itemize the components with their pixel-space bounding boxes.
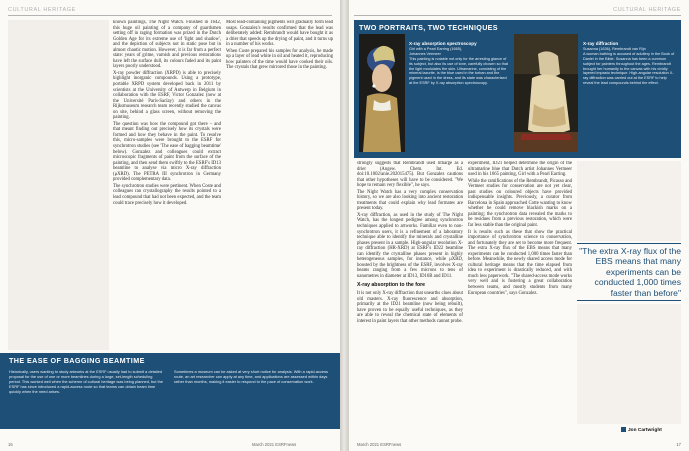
susanna-painting (514, 34, 578, 152)
paragraph: experiment, ID21 helped determine the origin of the ultramarine blue that Dutch artist Johannes Vermeer used in his 1665 painting, Girl with a Pearl Earring. (468, 161, 572, 178)
page-number: 17 (676, 442, 681, 447)
left-column-1 (113, 20, 221, 350)
caption-rembrandt (583, 42, 677, 86)
paragraph: The synchrotron studies were pertinent. When Coste and colleagues ran crystallography the results pointed to a lead compound that had not been expected, and the team could trace precisely how it developed. (113, 183, 221, 206)
caption-heading: X-ray diffraction (583, 41, 619, 46)
paragraph: The Night Watch has a very complex conservation history, so we are also looking into ancient restoration treatments that could explain why lead formates are present today. (357, 189, 463, 212)
right-column-3-top (577, 161, 681, 241)
section-label: CULTURAL HERITAGE (8, 7, 76, 13)
right-page (349, 0, 689, 451)
girl-with-pearl-earring-painting (359, 34, 405, 152)
box-title: THE EASE OF BAGGING BEAMTIME (9, 356, 145, 365)
paragraph: X-ray powder diffraction (XRPD) is able to precisely highlight inorganic compounds. Using a prototype, portable XRPD system developed back in 2011 by scientists at the University of Antwerp in Belgium in collaboration with the ESRF, Victor Gonzalez (now at the Université Paris-Saclay) and others in the Rijksmuseum research team recently studied the canvas on site, behind a glass screen, without removing the painting. (113, 70, 221, 121)
paragraph: The question was how the compound got there – and that meant finding out precisely how its crystals were formed and how they behave in the paint. To resolve this, micro-samples were brought to the ESRF for synchrotron studies (see 'The ease of bagging beamtime' below). Gonzalez and colleagues could extract microscopic fragments of paint from the surface of the painting, and then send them swiftly to the ESRF's ID13 beamline to analyse via micro X-ray diffraction (μXRD). The PETRA III synchrotron in Germany provided complementary data. (113, 121, 221, 183)
paragraph: It is results such as these that show the practical importance of synchrotron science to conservation, and fortunately they are set to become more frequent. The extra X-ray flux of the EBS means that many experiments can be conducted 1,000 times faster than before. Meanwhile, the newly shared access mode for cultural heritage means that the time elapsed from idea to experiment is drastically reduced, and with much less paperwork. "The shared-access mode works very well and is fostering a great collaboration between teams, and mostly students from many European countries", says Gonzalez. (468, 229, 572, 296)
left-page (0, 0, 340, 451)
right-column-3-bottom (577, 304, 681, 424)
caption-heading: X-ray absorption spectroscopy (409, 41, 477, 46)
paragraph: strongly suggests that Rembrandt used litharge as a drier (Angew. Chem. Int. Ed. doi:10.1002/anie.202015475). But Gonzalez cautions that other hypotheses will have to be considered. "We hope to remain very flexible", he says. (357, 161, 463, 189)
footer-text: March 2021 ESRFnews (357, 442, 402, 447)
box-column: Historically, users wanting to study artworks at the ESRF usually had to submit a detailed proposal for the use of one or more beamlines during a large, set-length scheduling period. This worked well when the scheme of cultural heritage was being planned, but the ESRF has since introduced a rapid-access route so that teams can obtain beam time quickly when the need arises. (9, 369, 163, 395)
caption-vermeer (409, 42, 509, 86)
page-number: 16 (8, 442, 13, 447)
header-rule (354, 15, 681, 16)
paragraph: While the ramifications of the Rembrandt, Picasso and Vermeer studies for conservation are not yet clear, past studies on coloured objects have provided indispensable insights. Previously, a curator from Barcelona in Spain approached Cotte wanting to know whether he could remove blackish marks on a painting; the synchrotron data revealed the marks to be residues from a previous restoration, which were far less stable than the original paint. (468, 178, 572, 229)
header-rule (8, 15, 332, 16)
paragraph: known paintings, The Night Watch. Finished in 1642, this huge oil painting of a company of guardsmen setting off in raging formation was prized in the Dutch Golden Age for its extreme use of 'light and shadow', and the depiction of subjects not in static pose but in almost chaotic motion. However, it is far from a perfect state: years of grime, varnish and previous restorations have left the surface dull, its colours faded and its paint layers poorly understood. (113, 20, 221, 70)
caption-artist: Johannes Vermeer (409, 51, 441, 56)
caption-body: A woman bathing is accused of adultery in the Book of Daniel in the Bible. Susanna has been a common subject for painters throughout the ages. Rembrandt brought her humanity to the canvas with his vividly layered impasto technique. High-angular resolution X-ray diffraction was carried out at the ESRF to help reveal the lead compounds behind the effect. (583, 51, 675, 86)
author-credit: Jon Cartwright (621, 427, 662, 433)
caption-body: This painting is notable not only for the arresting glance of its subject, but also its use of tone, carefully chosen so that the light modulates the skin. Ultramarine, consisting of the mineral lazurite, is the blue used in the turban and the pigment used in the dress, and its state was characterised at the ESRF by X-ray absorption spectroscopy. (409, 56, 508, 86)
paragraph: It is not only X-ray diffraction that unearths clues about old masters. X-ray fluorescence and absorption, primarily at the ID21 beamline (now being rebuilt), have proven to be equally useful techniques, as they are able to reveal the chemical state of elements of interest in paint layers that other methods cannot probe. (357, 291, 463, 324)
right-column-2 (468, 161, 572, 429)
footer-text: March 2021 ESRFnews (252, 442, 297, 447)
left-column-2 (226, 20, 333, 350)
caption-artwork: Girl with a Pearl Earring (1665), (409, 46, 463, 51)
spine-gutter (340, 0, 349, 451)
box-column: Sometimes a museum can be asked at very short notice for analysis. With a rapid-access route, an art researcher can apply at any time, and applications are assessed within days rather than months, making it easier to respond to the pace of conservation work. (174, 369, 328, 385)
section-label: CULTURAL HERITAGE (613, 7, 681, 13)
right-column-1 (357, 161, 463, 429)
portraits-box (354, 20, 681, 158)
paragraph: Most lead-containing pigments will gradually form lead soaps. Gonzalez's results confirmed that the lead was deliberately added: Rembrandt would have bought it as a drier that speeds up the drying of paint, and it turns up in a number of his works. (226, 20, 333, 48)
quote-rule (577, 243, 681, 244)
pull-quote: "The extra X-ray flux of the EBS means that many experiments can be conducted 1,000 times faster than before" (579, 246, 681, 298)
quote-rule (577, 300, 681, 301)
paragraph: When Coste prepared his samples for analysis, he made up a layer of lead white in oil and heated it, reproducing how painters of the time would have cooked their oils. The crystals that grew mirrored those in the painting. (226, 48, 333, 71)
beamtime-box (0, 353, 340, 429)
paragraph: X-ray diffraction, as used in the study of The Night Watch, has the longest pedigree among synchrotron techniques applied to artworks. Familiar even to non-synchrotron users, it is a refinement of a laboratory technique able to identify the minerals and crystalline phases present in a sample. High-angular resolution X-ray diffraction (HR-XRD) at ESRF's ID22 beamline can identify the crystalline phases present in highly heterogeneous samples, for instance, while μXRD, boosted by the brightness of the ESRF, involves X-ray beams ranging from a few microns to tens of nanometres in diameter at ID13, ID16B and ID11. (357, 212, 463, 279)
caption-artwork: Susanna (1636), Rembrandt van Rijn (583, 46, 646, 51)
subheading: X-ray absorption to the fore (357, 282, 426, 289)
box-title: TWO PORTRAITS, TWO TECHNIQUES (359, 23, 498, 32)
left-illustration-area (8, 20, 109, 350)
